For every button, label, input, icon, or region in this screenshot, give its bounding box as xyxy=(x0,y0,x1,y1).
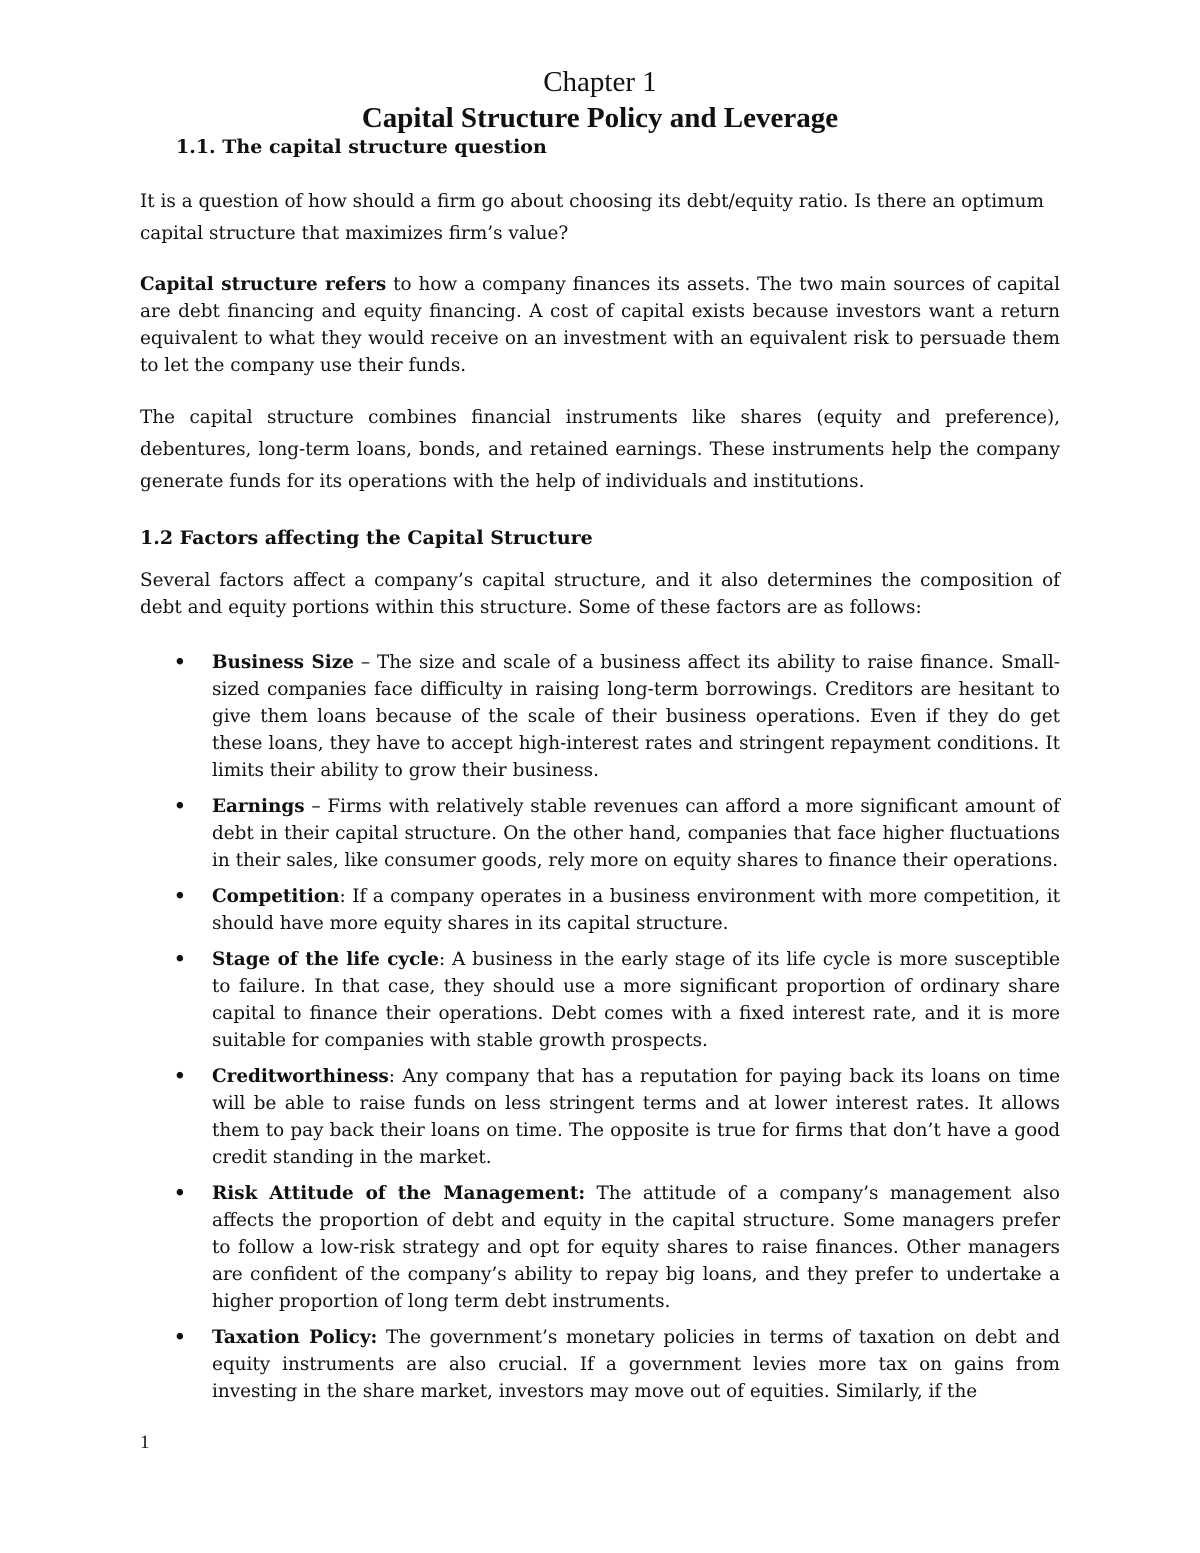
factor-text: : If a company operates in a business environment with more competition, it should have more equity shares in its capital structure. xyxy=(212,886,1060,934)
factor-item xyxy=(140,1063,1060,1171)
factor-item xyxy=(140,649,1060,784)
bullet-icon: • xyxy=(174,1183,186,1204)
factor-term: Earnings xyxy=(212,796,305,817)
factor-term: Stage of the life cycle xyxy=(212,949,439,970)
section1-paragraph-2 xyxy=(140,271,1060,379)
bullet-icon: • xyxy=(174,886,186,907)
capital-structure-term: Capital structure refers xyxy=(140,274,387,295)
section1-paragraph-3: The capital structure combines financial instruments like shares (equity and preference), debentures, long-term loans, bonds, and retained earnings. These instruments help the company generate funds for its operations with the help of individuals and institutions. xyxy=(140,407,1060,492)
chapter-label: Chapter 1 xyxy=(543,66,657,98)
bullet-icon: • xyxy=(174,1327,186,1348)
factor-item xyxy=(140,1324,1060,1405)
section2-heading: 1.2 Factors affecting the Capital Structure xyxy=(140,527,593,549)
page-number: 1 xyxy=(140,1432,150,1453)
factor-text: – The size and scale of a business affect its ability to raise finance. Small-sized companies face difficulty in raising long-term borrowings. Creditors are hesitant to give them loans because of the scale of their business operations. Even if they do get these loans, they have to accept high-interest rates and stringent repayment conditions. It limits their ability to grow their business. xyxy=(212,652,1060,781)
factor-text: The government’s monetary policies in terms of taxation on debt and equity instruments are also crucial. If a government levies more tax on gains from investing in the share market, investors may move out of equities. Similarly, if the xyxy=(212,1327,1060,1402)
factor-item xyxy=(140,946,1060,1054)
factor-term: Business Size xyxy=(212,652,354,673)
capital-structure-definition: to how a company finances its assets. The two main sources of capital are debt financing and equity financing. A cost of capital exists because investors want a return equivalent to what they would receive on an investment with an equivalent risk to persuade them to let the company use their funds. xyxy=(140,274,1060,376)
bullet-icon: • xyxy=(174,652,186,673)
factor-item xyxy=(140,793,1060,874)
factors-list xyxy=(140,649,1060,1414)
section1-heading: 1.1. The capital structure question xyxy=(176,136,547,158)
factor-text: The attitude of a company’s management also affects the proportion of debt and equity in the capital structure. Some managers prefer to follow a low-risk strategy and opt for equity shares to raise finances. Other managers are confident of the company’s ability to repay big loans, and they prefer to undertake a higher proportion of long term debt instruments. xyxy=(212,1183,1060,1312)
section2-intro: Several factors affect a company’s capital structure, and it also determines the composition of debt and equity portions within this structure. Some of these factors are as follows: xyxy=(140,570,1060,618)
factor-item xyxy=(140,883,1060,937)
factor-term: Competition xyxy=(212,886,340,907)
factor-term: Creditworthiness xyxy=(212,1066,389,1087)
factor-text: : A business in the early stage of its life cycle is more susceptible to failure. In that case, they should use a more significant proportion of ordinary share capital to finance their operations. Debt comes with a fixed interest rate, and it is more suitable for companies with stable growth prospects. xyxy=(212,949,1060,1051)
factor-term: Taxation Policy: xyxy=(212,1327,378,1348)
bullet-icon: • xyxy=(174,796,186,817)
factor-item xyxy=(140,1180,1060,1315)
chapter-title: Capital Structure Policy and Leverage xyxy=(361,102,839,134)
factor-text: – Firms with relatively stable revenues can afford a more significant amount of debt in their capital structure. On the other hand, companies that face higher fluctuations in their sales, like consumer goods, rely more on equity shares to finance their operations. xyxy=(212,796,1060,871)
factor-text: : Any company that has a reputation for paying back its loans on time will be able to raise funds on less stringent terms and at lower interest rates. It allows them to pay back their loans on time. The opposite is true for firms that don’t have a good credit standing in the market. xyxy=(212,1066,1060,1168)
section1-paragraph-1: It is a question of how should a firm go about choosing its debt/equity ratio. Is there an optimum capital structure that maximizes firm’s value? xyxy=(140,191,1044,244)
bullet-icon: • xyxy=(174,949,186,970)
bullet-icon: • xyxy=(174,1066,186,1087)
factor-term: Risk Attitude of the Management: xyxy=(212,1183,586,1204)
